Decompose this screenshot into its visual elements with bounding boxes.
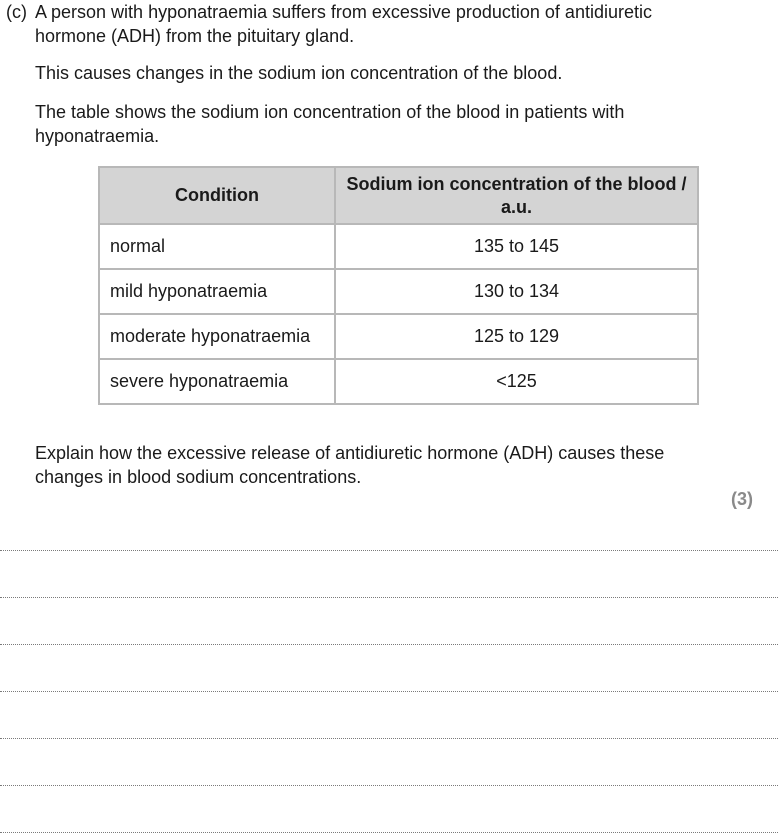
question-label: (c) xyxy=(6,2,27,22)
table-row xyxy=(99,269,698,314)
sodium-concentration-table xyxy=(98,166,699,405)
row-condition: moderate hyponatraemia xyxy=(99,314,335,359)
answer-line[interactable] xyxy=(0,550,778,551)
answer-line[interactable] xyxy=(0,597,778,598)
row-condition: mild hyponatraemia xyxy=(99,269,335,314)
question-prompt-text: Explain how the excessive release of antidiuretic hormone (ADH) causes these changes in blood sodium concentrations. xyxy=(35,443,665,487)
row-condition: normal xyxy=(99,224,335,269)
table-row xyxy=(99,359,698,404)
table-row xyxy=(99,314,698,359)
row-value: 130 to 134 xyxy=(335,269,698,314)
table-intro-text: The table shows the sodium ion concentration of the blood in patients with hyponatraemia. xyxy=(35,102,625,146)
row-value: 125 to 129 xyxy=(335,314,698,359)
table-row xyxy=(99,224,698,269)
row-value: 135 to 145 xyxy=(335,224,698,269)
answer-line[interactable] xyxy=(0,785,778,786)
table-header-row xyxy=(99,167,698,224)
marks-indicator: (3) xyxy=(731,489,753,509)
answer-line[interactable] xyxy=(0,691,778,692)
row-value: <125 xyxy=(335,359,698,404)
answer-line[interactable] xyxy=(0,738,778,739)
answer-line[interactable] xyxy=(0,832,778,833)
header-concentration: Sodium ion concentration of the blood / a.u. xyxy=(335,167,698,224)
row-condition: severe hyponatraemia xyxy=(99,359,335,404)
header-condition: Condition xyxy=(99,167,335,224)
question-effect-text: This causes changes in the sodium ion concentration of the blood. xyxy=(35,63,563,83)
answer-line[interactable] xyxy=(0,644,778,645)
question-intro-text: A person with hyponatraemia suffers from excessive production of antidiuretic hormone (ADH) from the pituitary gland. xyxy=(35,2,652,46)
